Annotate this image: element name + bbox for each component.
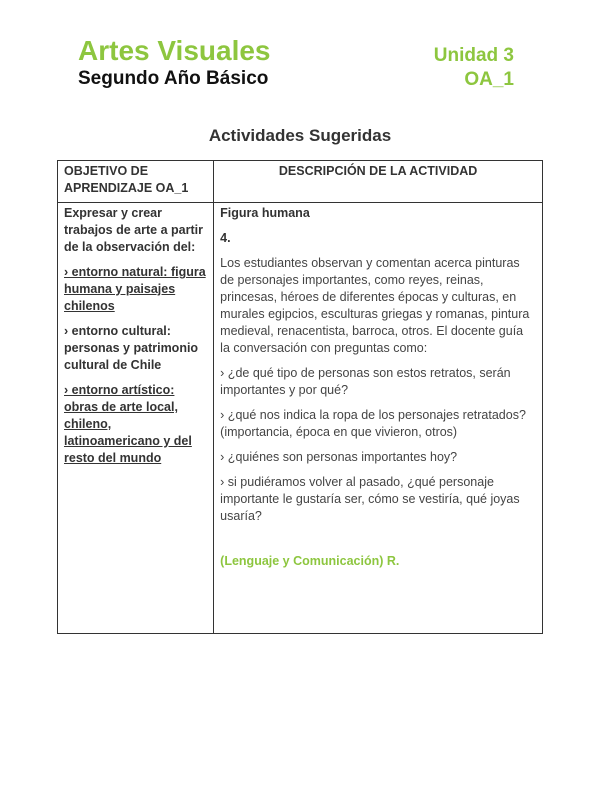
oa-label: OA_1 bbox=[464, 69, 514, 90]
question-item: › ¿qué nos indica la ropa de los personajes retratados? (importancia, época en que vivieron, otros) bbox=[220, 408, 526, 439]
question-item: › si pudiéramos volver al pasado, ¿qué personaje importante le gustaría ser, cómo se vestiría, qué joyas usaría? bbox=[220, 475, 520, 523]
table-row bbox=[58, 203, 543, 634]
objective-item-artistic[interactable]: › entorno artístico: obras de arte local, chileno, latinoamericano y del resto del mundo bbox=[64, 383, 192, 465]
grade-subtitle: Segundo Año Básico bbox=[78, 68, 269, 89]
table-header-row bbox=[58, 161, 543, 203]
objective-item-cultural: › entorno cultural: personas y patrimonio cultural de Chile bbox=[64, 324, 199, 372]
objective-cell bbox=[58, 203, 214, 634]
objective-column-header: OBJETIVO DE APRENDIZAJE OA_1 bbox=[58, 161, 214, 203]
header-right bbox=[434, 34, 514, 92]
page-header bbox=[78, 34, 518, 94]
page-title: Artes Visuales bbox=[78, 35, 271, 66]
activity-number: 4. bbox=[220, 231, 231, 245]
objective-item-natural[interactable]: › entorno natural: figura humana y paisajes chilenos bbox=[64, 265, 206, 313]
subject-link-note: (Lenguaje y Comunicación) R. bbox=[220, 554, 400, 568]
description-column-header: DESCRIPCIÓN DE LA ACTIVIDAD bbox=[214, 161, 543, 203]
section-title: Actividades Sugeridas bbox=[208, 126, 392, 145]
activity-table bbox=[57, 160, 543, 634]
activity-heading: Figura humana bbox=[220, 206, 310, 220]
header-left bbox=[78, 34, 271, 90]
objective-intro: Expresar y crear trabajos de arte a partir de la observación del: bbox=[64, 206, 203, 254]
activity-paragraph: Los estudiantes observan y comentan acerca pinturas de personajes importantes, como reyes, reinas, princesas, héroes de diferentes épocas y culturas, en murales egipcios, esculturas griegas y romanas, pintura medieval, renacentista, barroca, otros. El docente guía la conversación con preguntas como: bbox=[220, 256, 530, 355]
unit-label: Unidad 3 bbox=[433, 45, 514, 66]
question-item: › ¿quiénes son personas importantes hoy? bbox=[220, 450, 458, 464]
description-cell bbox=[214, 203, 543, 634]
question-item: › ¿de qué tipo de personas son estos retratos, serán importantes y por qué? bbox=[220, 366, 511, 397]
